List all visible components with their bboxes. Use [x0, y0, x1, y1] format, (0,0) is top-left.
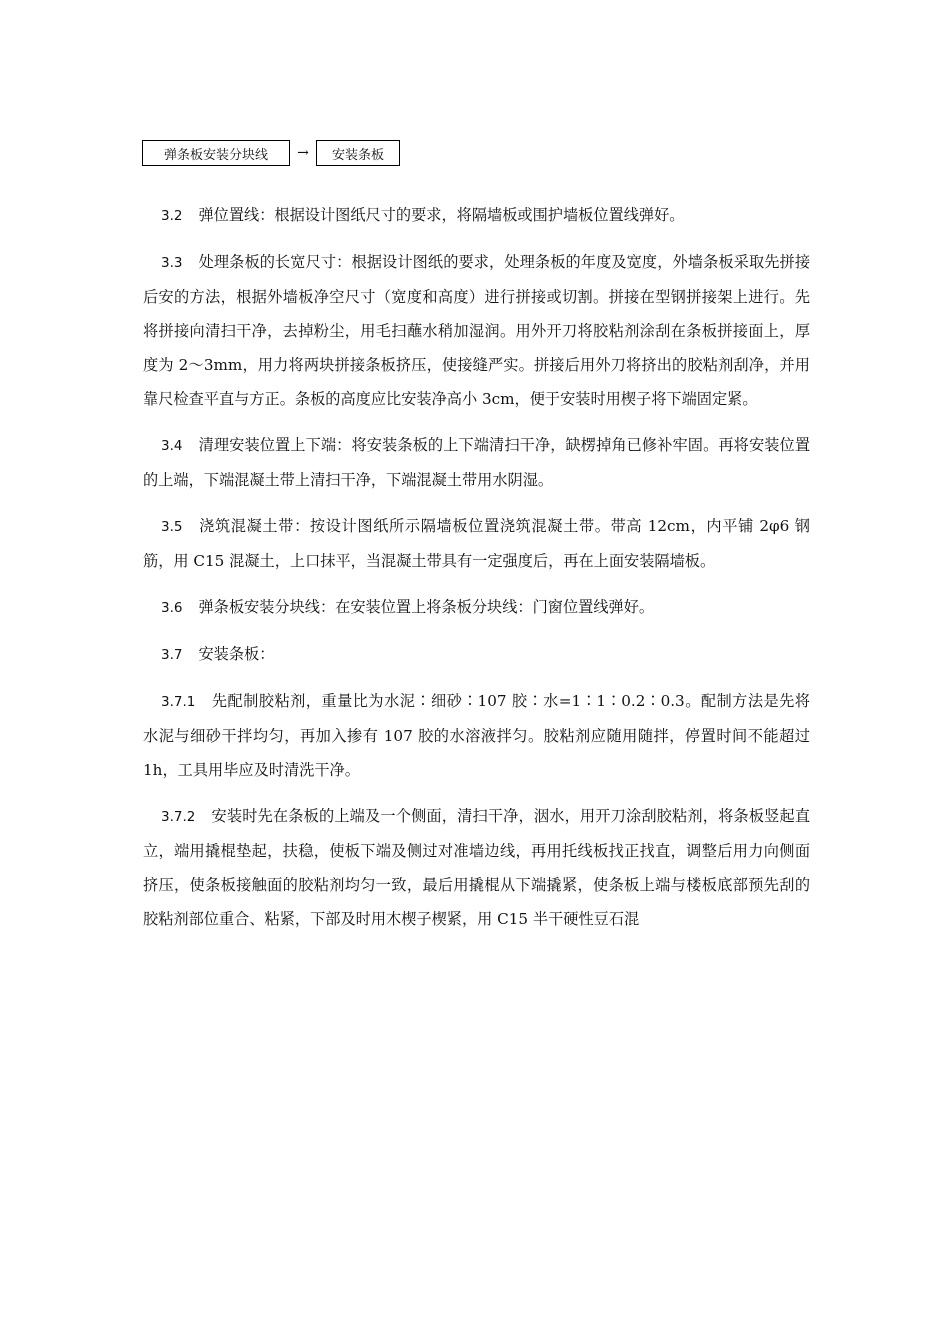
section-number: 3.5	[161, 519, 183, 535]
paragraph-text: 弹条板安装分块线：在安装位置上将条板分块线：门窗位置线弹好。	[198, 598, 655, 616]
paragraph-3-7-1	[143, 684, 810, 787]
section-number: 3.3	[161, 255, 183, 271]
paragraph-3-3	[143, 245, 810, 416]
paragraph-3-7	[143, 637, 810, 672]
flowchart	[142, 139, 400, 167]
section-number: 3.6	[161, 600, 183, 616]
paragraph-text: 弹位置线：根据设计图纸尺寸的要求，将隔墙板或围护墙板位置线弹好。	[198, 206, 685, 224]
paragraph-text: 处理条板的长宽尺寸：根据设计图纸的要求，处理条板的年度及宽度，外墙条板采取先拼接后安的方法，根据外墙板净空尺寸（宽度和高度）进行拼接或切割。拼接在型钢拼接架上进行。先将拼接向清扫干净，去掉粉尘，用毛扫蘸水稍加湿润。用外开刀将胶粘剂涂刮在条板拼接面上，厚度为 2～3mm，用力将两块拼接条板挤压，使接缝严实。拼接后用外刀将挤出的胶粘剂刮净，并用靠尺检查平直与方正。条板的高度应比安装净高小 3cm，便于安装时用楔子将下端固定紧。	[143, 253, 810, 408]
document-body	[143, 198, 810, 948]
paragraph-text: 先配制胶粘剂，重量比为水泥∶细砂∶107 胶∶水=1∶1∶0.2∶0.3。配制方法是先将水泥与细砂干拌均匀，再加入掺有 107 胶的水溶液拌匀。胶粘剂应随用随拌，停置时间不能超过 1h，工具用毕应及时清洗干净。	[143, 692, 810, 779]
flowchart-arrow-icon: →	[297, 145, 309, 161]
paragraph-text: 安装条板：	[198, 645, 275, 663]
paragraph-text: 清理安装位置上下端：将安装条板的上下端清扫干净，缺楞掉角已修补牢固。再将安装位置的上端，下端混凝土带上清扫干净，下端混凝土带用水阴湿。	[143, 436, 810, 489]
section-number: 3.7	[161, 647, 183, 663]
paragraph-3-6	[143, 590, 810, 625]
section-number: 3.4	[161, 438, 183, 454]
section-number: 3.7.2	[161, 809, 196, 825]
flowchart-box-install: 安装条板	[316, 140, 400, 166]
paragraph-3-4	[143, 428, 810, 497]
section-number: 3.2	[161, 208, 183, 224]
paragraph-3-7-2	[143, 799, 810, 936]
flowchart-box-marking: 弹条板安装分块线	[142, 140, 290, 166]
paragraph-3-5	[143, 509, 810, 578]
paragraph-text: 浇筑混凝土带：按设计图纸所示隔墙板位置浇筑混凝土带。带高 12cm，内平铺 2φ6 钢筋，用 C15 混凝土，上口抹平，当混凝土带具有一定强度后，再在上面安装隔墙板。	[143, 517, 810, 570]
paragraph-text: 安装时先在条板的上端及一个侧面，清扫干净，洇水，用开刀涂刮胶粘剂，将条板竖起直立，端用撬棍垫起，扶稳，使板下端及侧过对准墙边线，再用托线板找正找直，调整后用力向侧面挤压，使条板接触面的胶粘剂均匀一致，最后用撬棍从下端撬紧，使条板上端与楼板底部预先刮的胶粘剂部位重合、粘紧，下部及时用木楔子楔紧，用 C15 半干硬性豆石混	[143, 807, 810, 928]
section-number: 3.7.1	[161, 694, 196, 710]
paragraph-3-2	[143, 198, 810, 233]
